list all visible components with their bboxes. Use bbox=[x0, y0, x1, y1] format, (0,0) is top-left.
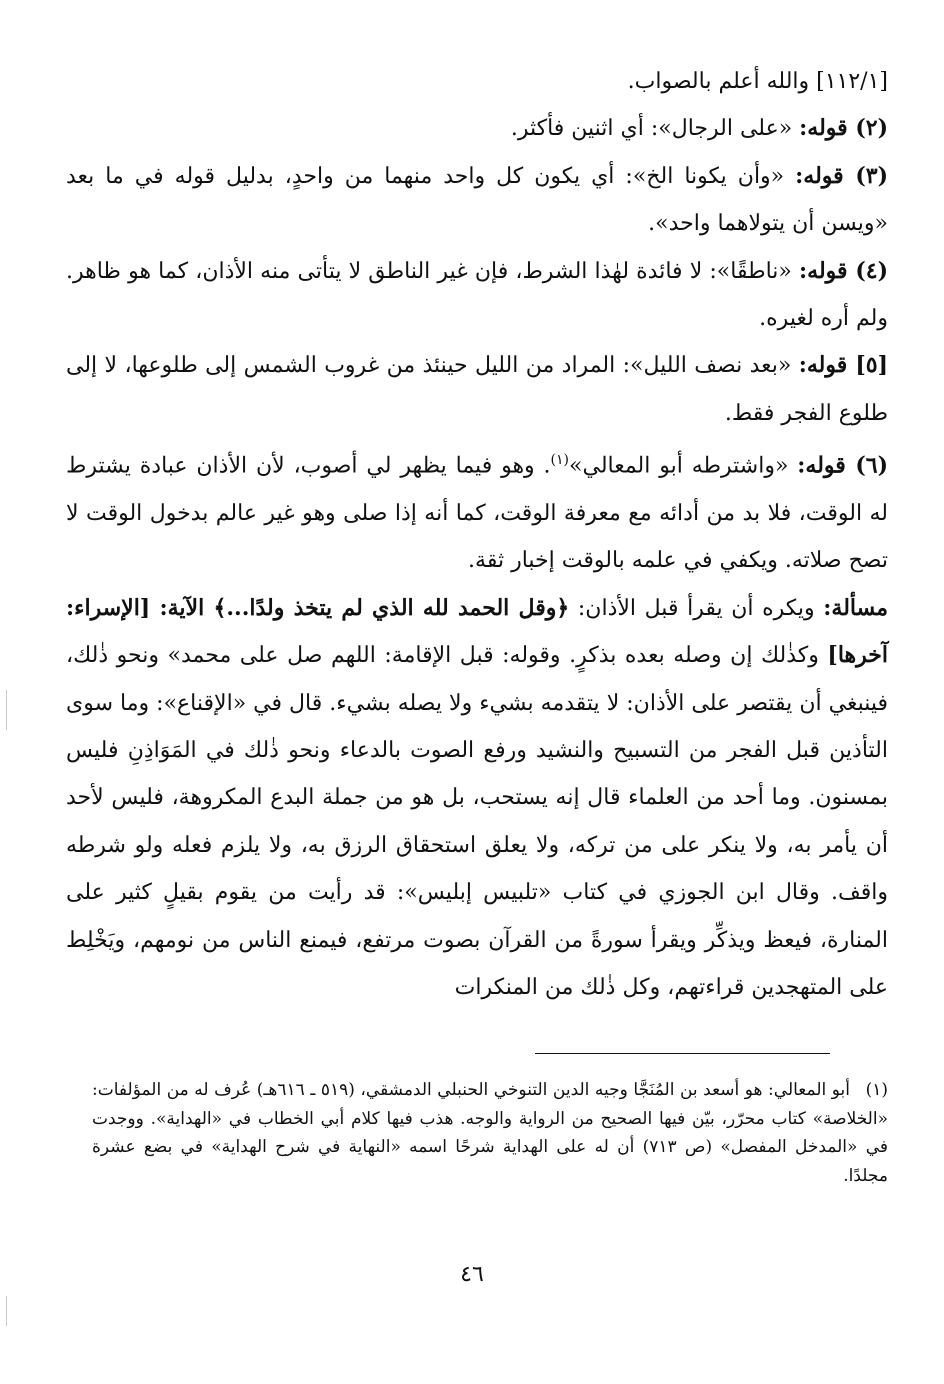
page-number: ٤٦ bbox=[460, 1262, 484, 1287]
footnotes bbox=[92, 1076, 888, 1190]
bold-label: [٥] قوله: bbox=[798, 352, 888, 379]
text-run: «ناطقًا»: لا فائدة لهٰذا الشرط، فإن غير الناطق لا يتأتى منه الأذان، كما هو ظاهر. ولم أره لغيره. bbox=[66, 258, 888, 332]
footnote-separator bbox=[535, 1053, 830, 1054]
text-run: ويكره أن يقرأ قبل الأذان: bbox=[569, 595, 824, 621]
bold-label: مسألة: bbox=[823, 594, 889, 621]
main-text bbox=[66, 58, 888, 1011]
bold-label: (٤) قوله: bbox=[799, 257, 888, 284]
scan-edge-mark bbox=[6, 690, 7, 730]
paragraph bbox=[66, 153, 888, 248]
bold-label: (٦) قوله: bbox=[797, 452, 888, 479]
paragraph bbox=[66, 58, 888, 105]
text-run: «على الرجال»: أي اثنين فأكثر. bbox=[510, 116, 800, 142]
paragraph bbox=[66, 342, 888, 437]
footnote-text: أبو المعالي: هو أسعد بن المُنَجَّا وجيه الدين التنوخي الحنبلي الدمشقي، (٥١٩ ـ ٦١٦هـ) عُرف له من المؤلفات: «الخلاصة» كتاب محرّر، بيّن فيها الصحيح من الرواية والوجه. هذب فيها كلام أبي الخطاب في «الهداية». ووجدت في «المدخل المفصل» (ص ٧١٣) أن له على الهداية شرحًا اسمه «النهاية في شرح الهداية» في بضع عشرة مجلدًا. bbox=[92, 1080, 888, 1186]
footnote bbox=[92, 1076, 888, 1190]
paragraph bbox=[66, 437, 888, 585]
scan-edge-mark bbox=[6, 1296, 7, 1326]
text-run: «وأن يكونا الخ»: أي يكون كل واحد منهما من واحدٍ، بدليل قوله في ما بعد «ويسن أن يتولاهما واحد». bbox=[66, 163, 888, 237]
text-run: [١١٢/١] والله أعلم بالصواب. bbox=[627, 69, 888, 94]
paragraph bbox=[66, 105, 888, 152]
text-run: . وهو فيما يظهر لي أصوب، لأن الأذان عبادة يشترط له الوقت، فلا بد من أدائه مع معرفة الوقت، كما أنه إذا صلى وهو غير عالم بدخول الوقت لا تصح صلاته. ويكفي في علمه بالوقت إخبار ثقة. bbox=[66, 453, 888, 574]
paragraph bbox=[66, 585, 888, 1012]
footnote-ref: (١) bbox=[550, 452, 570, 469]
bold-label: (٢) قوله: bbox=[799, 115, 888, 142]
text-run: «بعد نصف الليل»: المراد من الليل حينئذ من غروب الشمس إلى طلوعها، لا إلى طلوع الفجر فقط. bbox=[66, 353, 888, 426]
bold-label: (٣) قوله: bbox=[795, 162, 888, 189]
text-run: «واشترطه أبو المعالي» bbox=[569, 453, 798, 479]
text-run: وكذٰلك إن وصله بعده بذكرٍ. وقوله: قبل الإقامة: اللهم صل على محمد» ونحو ذٰلك، فينبغي أن يقتصر على الأذان: لا يتقدمه بشيء ولا يصله بشيء. قال في «الإقناع»: وما سوى التأذين قبل الفجر من التسبيح والنشيد ورفع الصوت بالدعاء ونحو ذٰلك في المَوَاذِنِ فليس بمسنون. وما أحد من العلماء قال إنه يستحب، بل هو من جملة البدع المكروهة، فليس لأحد أن يأمر به، ولا ينكر على من تركه، ولا يعلق استحقاق الرزق به، ولا يلزم فعله ولو شرطه واقف. وقال ابن الجوزي في كتاب «تلبيس إبليس»: قد رأيت من يقوم بقيلٍ كثير على المنارة، فيعظ ويذكِّر ويقرأ سورةً من القرآن بصوت مرتفع، فيمنع الناس من نومهم، ويَخْلِط على المتهجدين قراءتهم، وكل ذٰلك من المنكرات bbox=[66, 643, 888, 1001]
footnote-number: (١) bbox=[865, 1080, 889, 1100]
bold-label: ﴿وقل الحمد لله الذي لم يتخذ ولدًا...﴾ الآية: [الإسراء: آخرها] bbox=[66, 594, 888, 669]
paragraph bbox=[66, 248, 888, 343]
